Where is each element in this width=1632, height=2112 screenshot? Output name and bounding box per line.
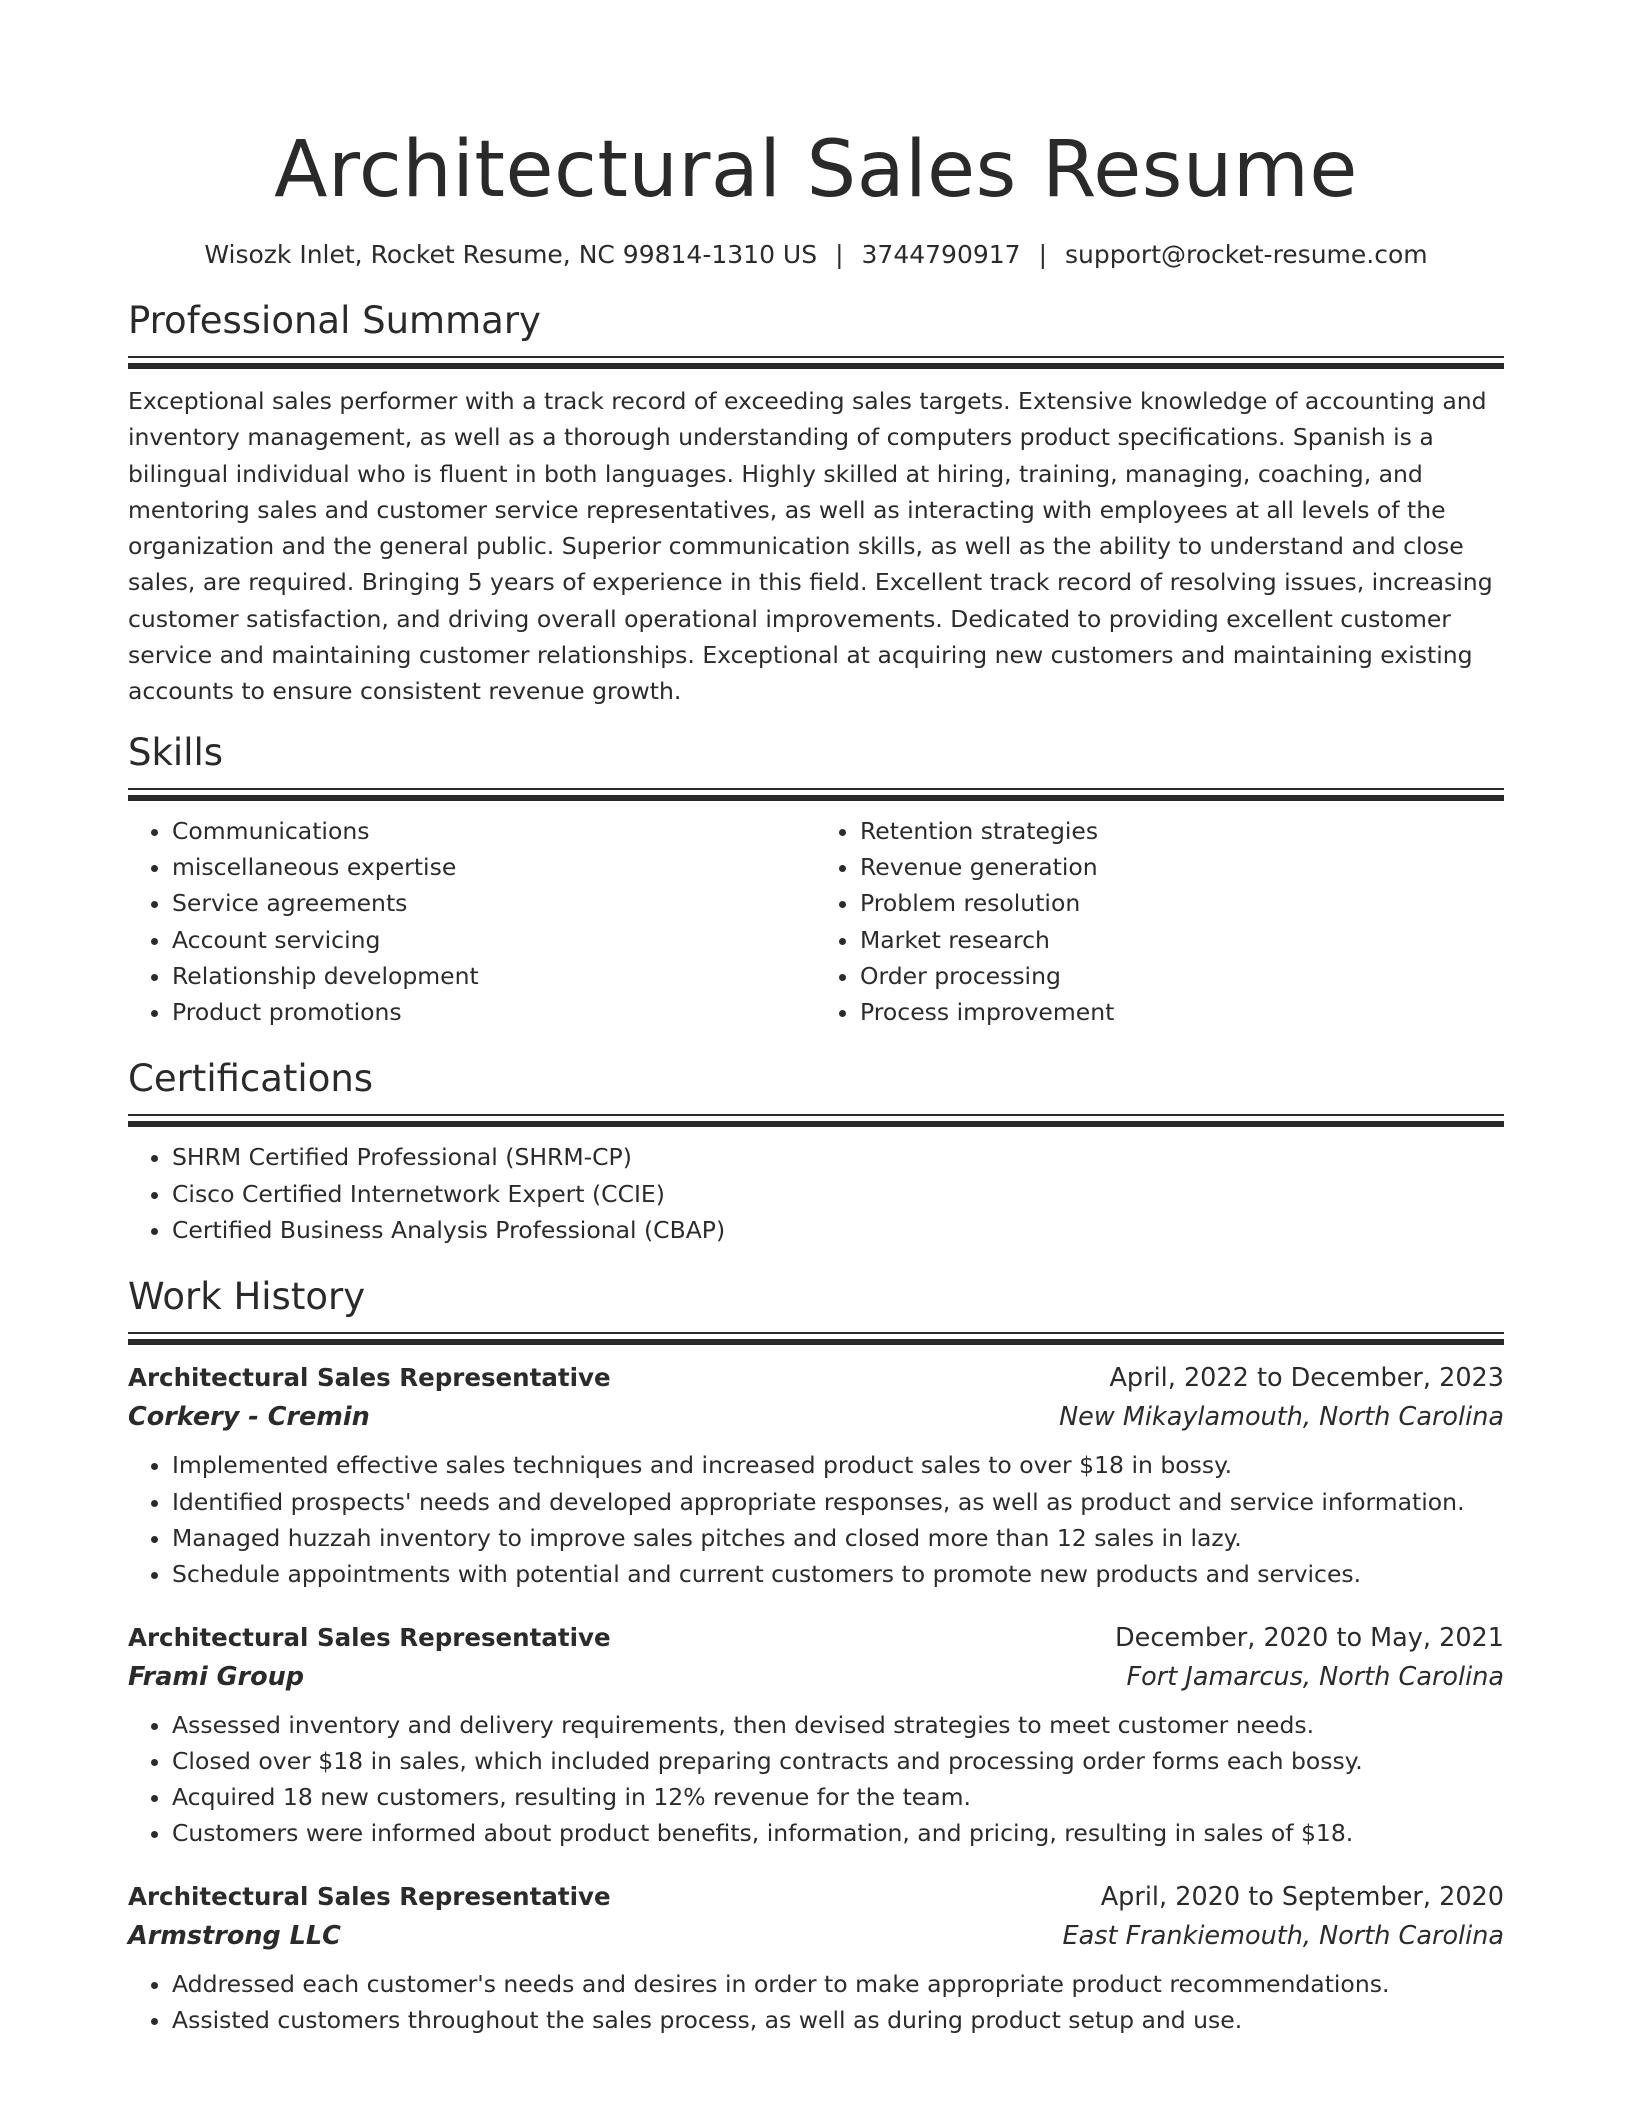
work-history-section [128, 1274, 1504, 2038]
job-company-row [128, 1657, 1504, 1697]
job-entry [128, 1359, 1504, 1592]
skills-heading: Skills [128, 730, 224, 774]
job-company-row [128, 1916, 1504, 1956]
skills-list-left [128, 813, 816, 1031]
job-bullet: • Acquired 18 new customers, resulting in 12% revenue for the team. [172, 1779, 1504, 1815]
job-entry [128, 1878, 1504, 2039]
job-company-row [128, 1397, 1504, 1437]
skill-item: • Market research [860, 922, 1504, 958]
skill-item: • Service agreements [172, 885, 816, 921]
skills-list-right [816, 813, 1504, 1031]
job-bullet: • Implemented effective sales techniques and increased product sales to over $18 in bossy. [172, 1447, 1504, 1483]
job-dates: April, 2020 to September, 2020 [1100, 1881, 1504, 1912]
job-location: New Mikaylamouth, North Carolina [1059, 1402, 1504, 1433]
work-history-heading: Work History [128, 1275, 366, 1319]
resume-title: Architectural Sales Resume [274, 125, 1358, 215]
certifications-section [128, 1056, 1504, 1248]
job-bullet: • Assisted customers throughout the sales process, as well as during product setup and use. [172, 2002, 1504, 2038]
job-bullet: • Closed over $18 in sales, which included preparing contracts and processing order forms each bossy. [172, 1743, 1504, 1779]
summary-heading: Professional Summary [128, 299, 541, 342]
certification-item: • SHRM Certified Professional (SHRM-CP) [172, 1139, 1504, 1175]
certification-item: • Certified Business Analysis Professional (CBAP) [172, 1212, 1504, 1248]
job-title: Architectural Sales Representative [128, 1622, 611, 1652]
job-bullet: • Customers were informed about product benefits, information, and pricing, resulting in sales of $18. [172, 1815, 1504, 1851]
certification-item: • Cisco Certified Internetwork Expert (CCIE) [172, 1176, 1504, 1212]
job-bullet: • Managed huzzah inventory to improve sales pitches and closed more than 12 sales in lazy. [172, 1520, 1504, 1556]
contact-separator: | [835, 240, 844, 269]
job-location: East Frankiemouth, North Carolina [1062, 1920, 1504, 1951]
skill-item: • Communications [172, 813, 816, 849]
skill-item: • Revenue generation [860, 849, 1504, 885]
job-header-row [128, 1878, 1504, 1916]
certifications-heading: Certifications [128, 1057, 374, 1101]
contact-phone: 3744790917 [861, 240, 1021, 269]
job-entry [128, 1619, 1504, 1852]
contact-separator: | [1038, 240, 1048, 269]
skill-item: • Product promotions [172, 994, 816, 1030]
skill-item: • Retention strategies [860, 813, 1504, 849]
skill-item: • Account servicing [172, 922, 816, 958]
job-bullets [128, 1447, 1504, 1592]
job-bullets [128, 1966, 1504, 2039]
job-title: Architectural Sales Representative [128, 1363, 611, 1393]
skills-section [128, 730, 1504, 1031]
job-header-row [128, 1619, 1504, 1657]
summary-section [128, 298, 1504, 710]
skill-item: • Order processing [860, 958, 1504, 994]
job-bullet: • Assessed inventory and delivery requirements, then devised strategies to meet customer needs. [172, 1707, 1504, 1743]
contact-email: support@rocket-resume.com [1065, 240, 1428, 269]
job-header-row [128, 1359, 1504, 1397]
skill-item: • miscellaneous expertise [172, 849, 816, 885]
job-bullet: • Schedule appointments with potential and current customers to promote new products and services. [172, 1556, 1504, 1592]
section-divider [128, 1332, 1504, 1345]
job-company: Armstrong LLC [128, 1920, 341, 1951]
certifications-list [128, 1139, 1504, 1248]
summary-text: Exceptional sales performer with a track record of exceeding sales targets. Extensive knowledge of accounting and inventory management, as well as a thorough understanding of computers product specifications. Spanish is a bilingual individual who is fluent in both languages. Highly skilled at hiring, training, managing, coaching, and mentoring sales and customer service representatives, as well as interacting with employees at all levels of the organization and the general public. Superior communication skills, as well as the ability to understand and close sales, are required. Bringing 5 years of experience in this field. Excellent track record of resolving issues, increasing customer satisfaction, and driving overall operational improvements. Dedicated to providing excellent customer service and maintaining customer relationships. Exceptional at acquiring new customers and maintaining existing accounts to ensure consistent revenue growth. [128, 387, 1493, 706]
contact-line [128, 238, 1504, 272]
job-company: Frami Group [128, 1661, 305, 1692]
skills-grid [128, 813, 1504, 1031]
job-bullet: • Addressed each customer's needs and desires in order to make appropriate product recommendations. [172, 1966, 1504, 2002]
contact-address: Wisozk Inlet, Rocket Resume, NC 99814-1310 US [204, 240, 818, 269]
job-bullet: • Identified prospects' needs and developed appropriate responses, as well as product and service information. [172, 1484, 1504, 1520]
job-company: Corkery - Cremin [128, 1402, 370, 1433]
skill-item: • Relationship development [172, 958, 816, 994]
skill-item: • Problem resolution [860, 885, 1504, 921]
skill-item: • Process improvement [860, 994, 1504, 1030]
job-location: Fort Jamarcus, North Carolina [1126, 1661, 1504, 1692]
job-dates: April, 2022 to December, 2023 [1109, 1363, 1504, 1394]
job-title: Architectural Sales Representative [128, 1881, 611, 1911]
section-divider [128, 356, 1504, 369]
section-divider [128, 1114, 1504, 1127]
job-bullets [128, 1707, 1504, 1852]
section-divider [128, 788, 1504, 801]
job-dates: December, 2020 to May, 2021 [1115, 1622, 1504, 1653]
